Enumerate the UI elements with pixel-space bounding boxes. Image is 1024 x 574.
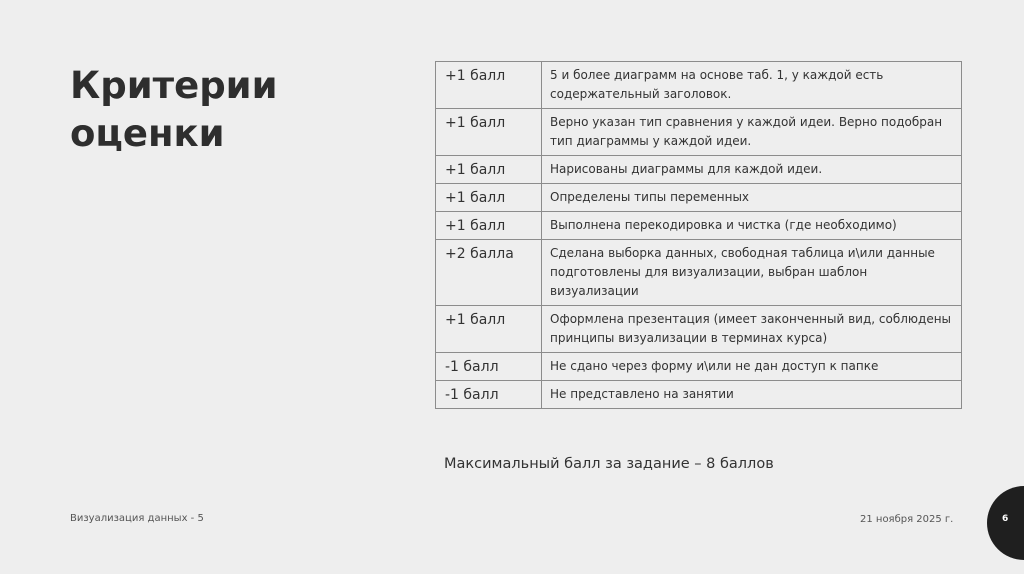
footer-course: Визуализация данных - 5 <box>70 513 204 524</box>
points-cell: +1 балл <box>436 62 542 109</box>
max-score-note: Максимальный балл за задание – 8 баллов <box>444 456 774 472</box>
table-row <box>436 353 962 381</box>
table-row <box>436 212 962 240</box>
criteria-table <box>435 61 962 409</box>
description-cell: Оформлена презентация (имеет законченный вид, соблюдены принципы визуализации в терминах курса) <box>542 306 962 353</box>
points-cell: -1 балл <box>436 353 542 381</box>
points-cell: +1 балл <box>436 212 542 240</box>
description-cell: Не сдано через форму и\или не дан доступ к папке <box>542 353 962 381</box>
table-row <box>436 184 962 212</box>
page-number: 6 <box>1002 514 1009 524</box>
description-cell: 5 и более диаграмм на основе таб. 1, у каждой есть содержательный заголовок. <box>542 62 962 109</box>
points-cell: -1 балл <box>436 381 542 409</box>
description-cell: Выполнена перекодировка и чистка (где необходимо) <box>542 212 962 240</box>
slide-title <box>70 62 278 158</box>
description-cell: Верно указан тип сравнения у каждой идеи. Верно подобран тип диаграммы у каждой идеи. <box>542 109 962 156</box>
description-cell: Сделана выборка данных, свободная таблица и\или данные подготовлены для визуализации, выбран шаблон визуализации <box>542 240 962 306</box>
table-row <box>436 156 962 184</box>
title-line-1: Критерии <box>70 64 278 107</box>
points-cell: +1 балл <box>436 306 542 353</box>
table-row <box>436 62 962 109</box>
points-cell: +1 балл <box>436 184 542 212</box>
points-cell: +2 балла <box>436 240 542 306</box>
points-cell: +1 балл <box>436 156 542 184</box>
description-cell: Нарисованы диаграммы для каждой идеи. <box>542 156 962 184</box>
table-row <box>436 381 962 409</box>
points-cell: +1 балл <box>436 109 542 156</box>
title-line-2: оценки <box>70 112 225 155</box>
table-row <box>436 240 962 306</box>
table-row <box>436 306 962 353</box>
table-row <box>436 109 962 156</box>
footer-date: 21 ноября 2025 г. <box>860 514 954 525</box>
description-cell: Не представлено на занятии <box>542 381 962 409</box>
description-cell: Определены типы переменных <box>542 184 962 212</box>
